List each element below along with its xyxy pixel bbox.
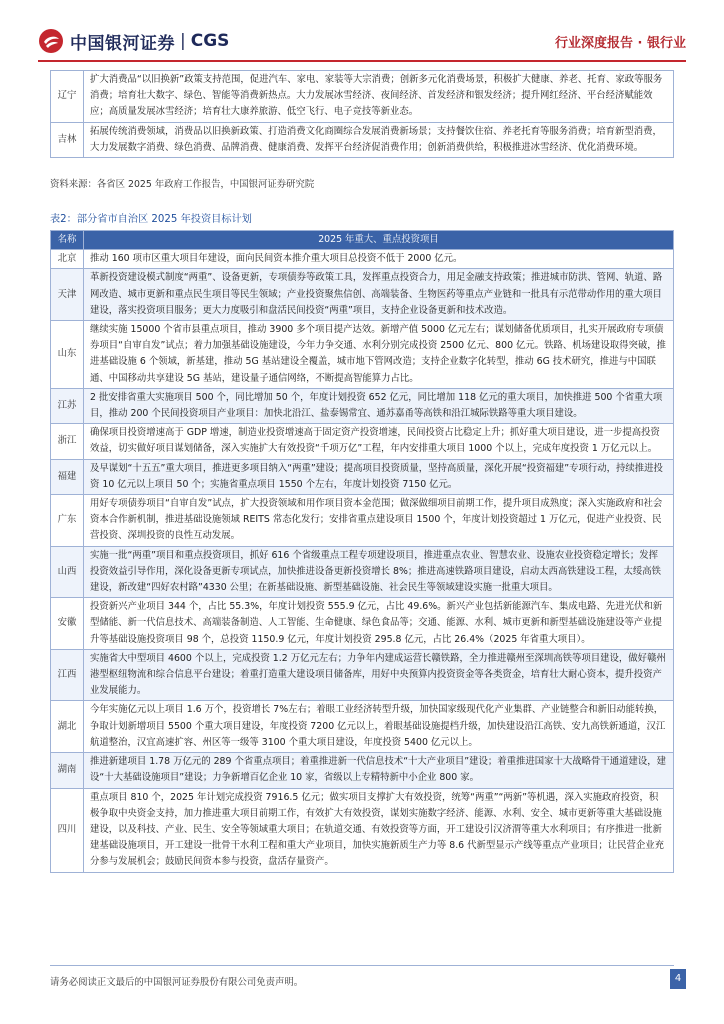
table2-title: 表2：部分省市自治区 2025 年投资目标计划 xyxy=(50,214,252,225)
region-name: 四川 xyxy=(51,788,84,872)
table-row xyxy=(51,459,674,494)
region-name: 吉林 xyxy=(51,122,84,157)
table-row xyxy=(51,598,674,650)
region-content: 投资新兴产业项目 344 个，占比 55.3%，年度计划投资 555.9 亿元，占比 49.6%。新兴产业包括新能源汽车、集成电路、先进光伏和新型储能、新一代信息技术、高端装备制造、人工智能、生命健康、绿色食品等；交通、能源、水利、城市更新和新型基础设施建设等产业提升等基础设施投资项目 98 个，总投资 1150.9 亿元，年度计划投资 295.8 亿元，占比 26.4%（2025 年省重大项目）。 xyxy=(84,598,674,650)
company-logo xyxy=(38,28,229,54)
page-header xyxy=(38,24,686,58)
region-name: 江苏 xyxy=(51,388,84,423)
region-name: 辽宁 xyxy=(51,71,84,123)
region-content: 2 批安排省重大实施项目 500 个，同比增加 50 个，年度计划投资 652 亿元，同比增加 118 亿元的重大项目，加快推进 500 个省重大项目，推动 200 个民间投资项目产业项目：加快北沿江、盐泰锡常宜、通苏嘉甬等高铁和沿江城际铁路等重大项目建设。 xyxy=(84,388,674,423)
table-row xyxy=(51,701,674,753)
table-row xyxy=(51,269,674,321)
header-name: 名称 xyxy=(51,231,84,250)
region-name: 江西 xyxy=(51,649,84,701)
region-content: 确保项目投资增速高于 GDP 增速，制造业投资增速高于固定资产投资增速，民间投资占比稳定上升；抓好重大项目建设，进一步提高投资效益，切实做好项目谋划储备，深入实施扩大有效投资“千项万亿”工程，年内安排重大项目 1000 个以上，完成年度投资 1 万亿元以上。 xyxy=(84,424,674,459)
table-row xyxy=(51,424,674,459)
footer-divider xyxy=(50,965,674,966)
header-content: 2025 年重大、重点投资项目 xyxy=(84,231,674,250)
region-content: 用好专项债券项目“自审自发”试点，扩大投资领域和用作项目资本金范围；做深做细项目前期工作，提升项目成熟度；深入实施政府和社会资本合作新机制，推进基础设施领域 REITS 常态化发行；安排省重点建设项目 1500 个，年度计划投资超过 1 万亿元，促进产业投资、民营投资、深圳投资的良性互动发展。 xyxy=(84,495,674,547)
region-content: 实施省大中型项目 4600 个以上，完成投资 1.2 万亿元左右；力争年内建成运营长赣铁路，全力推进赣州至深圳高铁等项目建设，做好赣州港型枢纽物流和综合信息平台建设；着重打造重大建设项目储备库，用好中央预算内投资资金等各类资金，培育壮大耐心资本，提升投资产业发展能力。 xyxy=(84,649,674,701)
region-name: 湖南 xyxy=(51,753,84,788)
table-source-note: 资料来源：各省区 2025 年政府工作报告，中国银河证券研究院 xyxy=(50,179,315,190)
table-row xyxy=(51,122,674,157)
table-row xyxy=(51,388,674,423)
table-row xyxy=(51,495,674,547)
region-content: 重点项目 810 个，2025 年计划完成投资 7916.5 亿元；做实项目支撑扩大有效投资，统筹“两重”“两新”等机遇，深入实施政府投资，积极争取中央资金支持，加力推进重大项目前期工作，有效扩大有效投资，谋划实施数字经济、能源、水利、安全、城市更新等重大基础设施建设，以及科技、产业、民生、安全等领域重大项目；在轨道交通、有效投资等方面，开工建设引汉济渭等重大水利项目；有序推进一批新建基础设施项目，开工建设一批骨干水利工程和重大产业项目，加快实施新质生产力等 8.6 代新型显示产线等重点产业项目；让民营企业充分参与发展机会；鼓励民间资本参与投资，盘活存量资产。 xyxy=(84,788,674,872)
region-name: 浙江 xyxy=(51,424,84,459)
region-name: 广东 xyxy=(51,495,84,547)
region-name: 福建 xyxy=(51,459,84,494)
table-row xyxy=(51,753,674,788)
region-content: 实施一批“两重”项目和重点投资项目，抓好 616 个省级重点工程专项建设项目，推进重点农业、智慧农业、设施农业投资稳定增长；发挥投资效益引导作用，深化设备更新专项试点，加快推进设备更新投资增长 8%；推进高速铁路项目建设，启动太西高铁建设工程，太绥高铁建设，新改建“四好农村路”4330 公里；在新基础设施、新型基础设施、社会民生等领域建设实施一批重大项目。 xyxy=(84,546,674,598)
region-name: 安徽 xyxy=(51,598,84,650)
brand-name: 中国银河证券 xyxy=(70,33,175,54)
table-row xyxy=(51,250,674,269)
consumption-policy-table xyxy=(50,70,674,158)
region-content: 及早谋划“十五五”重大项目，推进更多项目纳入“两重”建设；提高项目投资质量，坚持高质量，深化开展“投资福建”专项行动，持续推进投资 10 亿元以上项目 50 个；实施省重点项目 1550 个左右，年度计划投资 7150 亿元。 xyxy=(84,459,674,494)
region-name: 天津 xyxy=(51,269,84,321)
disclaimer: 请务必阅读正文最后的中国银河证券股份有限公司免责声明。 xyxy=(50,977,304,988)
investment-target-table xyxy=(50,230,674,873)
region-content: 扩大消费品“以旧换新”政策支持范围，促进汽车、家电、家装等大宗消费；创新多元化消费场景，积极扩大健康、养老、托育、家政等服务消费；培育壮大数字、绿色、智能等消费新热点。大力发展冰雪经济、夜间经济、首发经济和银发经济；提升网红经济、平台经济赋能效应；高质量发展冰雪经济；培育壮大康养旅游、低空飞行、电子竞技等新业态。 xyxy=(84,71,674,123)
table-row xyxy=(51,71,674,123)
report-type: 行业深度报告 · 银行业 xyxy=(555,36,686,51)
region-content: 拓展传统消费领域，消费品以旧换新政策、打造消费文化商圈综合发展消费新场景；支持餐饮住宿、养老托育等服务消费；培育新型消费，大力发展数字消费、绿色消费、品牌消费、健康消费、发挥平台经济促消费作用；创新消费供给，积极推进冰雪经济、优化消费环境。 xyxy=(84,122,674,157)
region-content: 推进新建项目 1.78 万亿元的 289 个省重点项目；着重推进新一代信息技术“十大产业项目”建设；着重推进国家十大战略骨干通道建设，建设“十大基础设施项目”建设；力争新增百亿企业 10 家，省级以上专精特新中小企业 800 家。 xyxy=(84,753,674,788)
region-name: 山东 xyxy=(51,321,84,389)
region-name: 山西 xyxy=(51,546,84,598)
table-row xyxy=(51,649,674,701)
region-name: 湖北 xyxy=(51,701,84,753)
region-content: 革新投资建设模式制度“两重”、设备更新，专项债券等政策工具，发挥重点投资合力，用足金融支持政策；推进城市防洪、管网、轨道、路网改造、城市更新和重点民生项目等民生领域；产业投资聚焦信创、高端装备、生物医药等重点产业链和一批具有示范带动作用的重大项目建设，落实投资项目服务；更大力度吸引和盘活民间投资“两重”项目，支持企业设备更新和技术改造。 xyxy=(84,269,674,321)
brand-separator: | xyxy=(180,31,186,51)
region-content: 继续实施 15000 个省市县重点项目，推动 3900 多个项目提产达效。新增产值 5000 亿元左右；谋划储备优质项目，扎实开展政府专项债券项目“自审自发”试点；着力加强基础设施建设，今年力争交通、水利分别完成投资 2500 亿元、800 亿元。铁路、机场建设取得突破，推进基础设施 6 个领域，新基建，推动 5G 基站建设全覆盖，城市地下管网改造；支持企业数字化转型，推动 6G 技术研究，推进与中国联通、中国移动共享建设 5G 基站，建设量子通信网络，不断提高智能算力占比。 xyxy=(84,321,674,389)
table-header-row xyxy=(51,231,674,250)
region-name: 北京 xyxy=(51,250,84,269)
table-row xyxy=(51,546,674,598)
table-row xyxy=(51,321,674,389)
header-divider xyxy=(38,60,686,62)
galaxy-logo-icon xyxy=(38,28,64,54)
region-content: 推动 160 项市区重大项目年建设，面向民间资本推介重大项目总投资不低于 2000 亿元。 xyxy=(84,250,674,269)
brand-abbreviation: CGS xyxy=(190,31,230,51)
region-content: 今年实施亿元以上项目 1.6 万个，投资增长 7%左右；着眼工业经济转型升级，加快国家级现代化产业集群、产业链整合和新旧动能转换，争取计划新增项目 5500 个重大项目建设，年度投资 7200 亿元以上，着眼基础设施提档升级，加快建设沿江高铁、安九高铁新通道，汉江航道整治，汉宜高速扩容、州区等一级等 3100 个重大项目建设，年度投资 5400 亿元以上。 xyxy=(84,701,674,753)
page-number: 4 xyxy=(670,969,686,989)
table-row xyxy=(51,788,674,872)
